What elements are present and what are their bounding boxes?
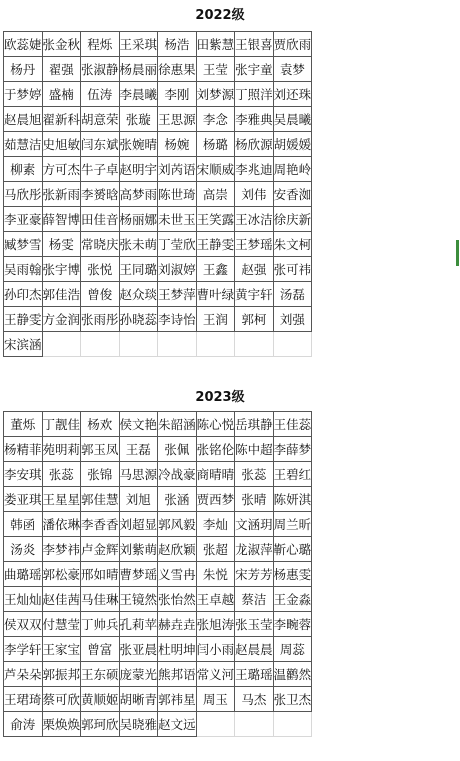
name-cell[interactable]: [42, 332, 81, 357]
name-cell[interactable]: 胡晰青: [119, 687, 158, 712]
name-cell[interactable]: 王磊: [119, 437, 158, 462]
name-cell[interactable]: 张婉晴: [119, 132, 158, 157]
name-cell[interactable]: 朱文柯: [273, 232, 312, 257]
name-cell[interactable]: [235, 332, 274, 357]
name-cell[interactable]: 郭祎星: [158, 687, 197, 712]
name-cell[interactable]: 杨精菲: [4, 437, 43, 462]
name-cell[interactable]: 苑明莉: [42, 437, 81, 462]
name-cell[interactable]: 杨璐: [196, 132, 235, 157]
name-cell[interactable]: 王采琪: [119, 32, 158, 57]
name-cell[interactable]: 黄宇轩: [235, 282, 274, 307]
table-row: [4, 712, 312, 737]
table-row: [4, 257, 312, 282]
name-cell[interactable]: 黄顺姬: [81, 687, 120, 712]
name-cell[interactable]: 郭玉凤: [81, 437, 120, 462]
name-cell[interactable]: 张雨彤: [81, 307, 120, 332]
name-cell[interactable]: 李梦祎: [42, 537, 81, 562]
name-cell[interactable]: 张锦: [81, 462, 120, 487]
name-cell[interactable]: [81, 332, 120, 357]
name-cell[interactable]: 杨丽娜: [119, 207, 158, 232]
name-cell[interactable]: 刘旭: [119, 487, 158, 512]
name-cell[interactable]: 赵众琰: [119, 282, 158, 307]
table-row: [4, 107, 312, 132]
name-cell[interactable]: 王卓越: [196, 587, 235, 612]
name-cell[interactable]: 贾欣雨: [273, 32, 312, 57]
table-row: [4, 332, 312, 357]
name-cell[interactable]: 张宇童: [235, 57, 274, 82]
name-cell[interactable]: 庞蒙光: [119, 662, 158, 687]
name-cell[interactable]: 张旭涛: [196, 612, 235, 637]
name-cell[interactable]: 孙印杰: [4, 282, 43, 307]
name-cell[interactable]: 丁靓佳: [42, 412, 81, 437]
name-cell[interactable]: 栗焕焕: [42, 712, 81, 737]
table-row: [4, 132, 312, 157]
name-cell[interactable]: 张新雨: [42, 182, 81, 207]
name-cell[interactable]: 王星星: [42, 487, 81, 512]
name-cell[interactable]: 杨晨丽: [119, 57, 158, 82]
name-cell[interactable]: 赵强: [235, 257, 274, 282]
name-cell[interactable]: 李诗怡: [158, 307, 197, 332]
table-row: [4, 232, 312, 257]
name-cell[interactable]: 丁莹欣: [158, 232, 197, 257]
name-cell[interactable]: 靳心璐: [273, 537, 312, 562]
table-row: [4, 687, 312, 712]
name-cell[interactable]: 马杰: [235, 687, 274, 712]
name-cell[interactable]: 文涵玥: [235, 512, 274, 537]
name-cell[interactable]: 张铭伦: [196, 437, 235, 462]
name-cell[interactable]: 王东硕: [81, 662, 120, 687]
name-cell[interactable]: 张涵: [158, 487, 197, 512]
name-cell[interactable]: 王润: [196, 307, 235, 332]
name-cell[interactable]: 薛智博: [42, 207, 81, 232]
name-cell[interactable]: 吴晨曦: [273, 107, 312, 132]
table-row: [4, 57, 312, 82]
name-cell[interactable]: 常晓庆: [81, 232, 120, 257]
name-cell[interactable]: [273, 332, 312, 357]
name-cell[interactable]: 刘还珠: [273, 82, 312, 107]
name-cell[interactable]: 宋顺威: [196, 157, 235, 182]
name-cell[interactable]: 杨欢: [81, 412, 120, 437]
name-cell[interactable]: 王灿灿: [4, 587, 43, 612]
name-cell[interactable]: 伍涛: [81, 82, 120, 107]
name-cell[interactable]: 曾富: [81, 637, 120, 662]
name-cell[interactable]: 赵明宇: [119, 157, 158, 182]
table-row: [4, 32, 312, 57]
name-cell[interactable]: 侯双双: [4, 612, 43, 637]
name-cell[interactable]: 李刚: [158, 82, 197, 107]
name-cell[interactable]: 韩函: [4, 512, 43, 537]
name-cell[interactable]: 李赟晗: [81, 182, 120, 207]
name-cell[interactable]: 翟强: [42, 57, 81, 82]
name-cell[interactable]: 杨浩: [158, 32, 197, 57]
table-row: [4, 307, 312, 332]
name-cell[interactable]: 周玉: [196, 687, 235, 712]
table-row: [4, 207, 312, 232]
table-row: [4, 537, 312, 562]
name-cell[interactable]: 胡媛媛: [273, 132, 312, 157]
name-cell[interactable]: 周蕊: [273, 637, 312, 662]
name-cell[interactable]: 常义河: [196, 662, 235, 687]
name-cell[interactable]: 杨欣源: [235, 132, 274, 157]
table-row: [4, 282, 312, 307]
name-cell[interactable]: 王佳蕊: [273, 412, 312, 437]
name-cell[interactable]: 商晴晴: [196, 462, 235, 487]
name-cell[interactable]: 田紫慧: [196, 32, 235, 57]
name-cell[interactable]: 熊邦语: [158, 662, 197, 687]
name-cell[interactable]: 丁帅兵: [81, 612, 120, 637]
table-row: [4, 512, 312, 537]
name-cell[interactable]: 高崇: [196, 182, 235, 207]
name-cell[interactable]: 李畹蓉: [273, 612, 312, 637]
name-cell[interactable]: 李亚豪: [4, 207, 43, 232]
name-cell[interactable]: 王金淼: [273, 587, 312, 612]
name-cell[interactable]: 马欣彤: [4, 182, 43, 207]
name-cell[interactable]: 王珺琦: [4, 687, 43, 712]
name-cell[interactable]: 李灿: [196, 512, 235, 537]
name-cell[interactable]: 杜明坤: [158, 637, 197, 662]
name-cell[interactable]: 朱悦: [196, 562, 235, 587]
table-row: [4, 562, 312, 587]
name-cell[interactable]: 娄亚琪: [4, 487, 43, 512]
row-selection-marker: [456, 240, 459, 266]
name-cell[interactable]: 杨婉: [158, 132, 197, 157]
name-cell[interactable]: 王碧红: [273, 462, 312, 487]
name-cell[interactable]: 赵晨旭: [4, 107, 43, 132]
name-cell[interactable]: 曾俊: [81, 282, 120, 307]
section-title: 2022级: [195, 8, 245, 23]
name-cell[interactable]: 张晴: [235, 487, 274, 512]
name-cell[interactable]: 李兆迪: [235, 157, 274, 182]
name-cell[interactable]: 陈心悦: [196, 412, 235, 437]
name-cell[interactable]: 于梦婷: [4, 82, 43, 107]
name-cell[interactable]: 张超: [196, 537, 235, 562]
name-cell[interactable]: 俞涛: [4, 712, 43, 737]
name-cell[interactable]: 王梦萍: [158, 282, 197, 307]
name-cell[interactable]: 张亚晨: [119, 637, 158, 662]
name-table: [3, 411, 312, 737]
name-cell[interactable]: 李学轩: [4, 637, 43, 662]
name-cell[interactable]: 王梦瑶: [235, 232, 274, 257]
name-cell[interactable]: 宋滨涵: [4, 332, 43, 357]
name-cell[interactable]: 温鹳然: [273, 662, 312, 687]
name-cell[interactable]: 郭佳慧: [81, 487, 120, 512]
table-row: [4, 182, 312, 207]
name-cell[interactable]: 李念: [196, 107, 235, 132]
name-cell[interactable]: 赵晨晨: [235, 637, 274, 662]
name-cell[interactable]: 陈中超: [235, 437, 274, 462]
name-cell[interactable]: [196, 332, 235, 357]
name-cell[interactable]: 王思源: [158, 107, 197, 132]
name-cell[interactable]: 吴晓雅: [119, 712, 158, 737]
name-cell[interactable]: 张宇博: [42, 257, 81, 282]
name-cell[interactable]: 史旭敏: [42, 132, 81, 157]
name-cell[interactable]: [273, 712, 312, 737]
name-cell[interactable]: 方可杰: [42, 157, 81, 182]
table-row: [4, 412, 312, 437]
name-cell[interactable]: [119, 332, 158, 357]
name-cell[interactable]: 宋芳芳: [235, 562, 274, 587]
name-cell[interactable]: 丁照洋: [235, 82, 274, 107]
name-cell[interactable]: 陈世琦: [158, 182, 197, 207]
name-cell[interactable]: 郭佳浩: [42, 282, 81, 307]
name-cell[interactable]: 徐庆新: [273, 207, 312, 232]
name-cell[interactable]: 张未萌: [119, 232, 158, 257]
name-cell[interactable]: 李薛梦: [273, 437, 312, 462]
name-cell[interactable]: 李安琪: [4, 462, 43, 487]
name-cell[interactable]: 赵佳茜: [42, 587, 81, 612]
name-cell[interactable]: 方金润: [42, 307, 81, 332]
name-cell[interactable]: 卢金辉: [81, 537, 120, 562]
name-cell[interactable]: 曹叶绿: [196, 282, 235, 307]
name-cell[interactable]: 柳素: [4, 157, 43, 182]
name-cell[interactable]: 王静雯: [196, 232, 235, 257]
name-cell[interactable]: 张金秋: [42, 32, 81, 57]
name-cell[interactable]: 赫垚垚: [158, 612, 197, 637]
name-cell[interactable]: 郭松豪: [42, 562, 81, 587]
table-row: [4, 157, 312, 182]
name-cell[interactable]: 张佩: [158, 437, 197, 462]
name-cell[interactable]: 程烁: [81, 32, 120, 57]
name-cell[interactable]: 张怡然: [158, 587, 197, 612]
name-cell[interactable]: 臧梦雪: [4, 232, 43, 257]
name-cell[interactable]: 欧蕊婕: [4, 32, 43, 57]
name-table: [3, 31, 312, 357]
name-cell[interactable]: 未世玉: [158, 207, 197, 232]
name-cell[interactable]: 刘芮语: [158, 157, 197, 182]
table-row: [4, 662, 312, 687]
name-cell[interactable]: 袁梦: [273, 57, 312, 82]
name-cell[interactable]: 高梦雨: [119, 182, 158, 207]
name-cell[interactable]: 孙晓蕊: [119, 307, 158, 332]
name-cell[interactable]: 闫小雨: [196, 637, 235, 662]
name-cell[interactable]: 王银喜: [235, 32, 274, 57]
name-cell[interactable]: 茹慧洁: [4, 132, 43, 157]
name-cell[interactable]: 杨丹: [4, 57, 43, 82]
name-cell[interactable]: 曲璐瑶: [4, 562, 43, 587]
name-cell[interactable]: 龙淑萍: [235, 537, 274, 562]
name-cell[interactable]: 郭风毅: [158, 512, 197, 537]
name-cell[interactable]: 李香香: [81, 512, 120, 537]
name-cell[interactable]: 刘紫萌: [119, 537, 158, 562]
name-cell[interactable]: 张璇: [119, 107, 158, 132]
name-cell[interactable]: 牛子卓: [81, 157, 120, 182]
name-cell[interactable]: 蔡洁: [235, 587, 274, 612]
name-cell[interactable]: 王鑫: [196, 257, 235, 282]
name-cell[interactable]: 义雪冉: [158, 562, 197, 587]
name-cell[interactable]: 张蕊: [235, 462, 274, 487]
name-cell[interactable]: 王静雯: [4, 307, 43, 332]
table-row: [4, 437, 312, 462]
name-cell[interactable]: 赵文远: [158, 712, 197, 737]
name-cell[interactable]: 吴雨翰: [4, 257, 43, 282]
name-cell[interactable]: [235, 712, 274, 737]
name-cell[interactable]: 盛楠: [42, 82, 81, 107]
name-cell[interactable]: 闫东斌: [81, 132, 120, 157]
name-cell[interactable]: 周兰昕: [273, 512, 312, 537]
name-cell[interactable]: 曹梦瑶: [119, 562, 158, 587]
name-cell[interactable]: 田佳音: [81, 207, 120, 232]
name-cell[interactable]: 董烁: [4, 412, 43, 437]
name-cell[interactable]: 张悦: [81, 257, 120, 282]
name-cell[interactable]: 马佳琳: [81, 587, 120, 612]
name-cell[interactable]: 周艳岭: [273, 157, 312, 182]
name-cell[interactable]: 徐惠果: [158, 57, 197, 82]
section-title: 2023级: [195, 390, 245, 405]
name-cell[interactable]: 李晨曦: [119, 82, 158, 107]
name-cell[interactable]: 王同璐: [119, 257, 158, 282]
name-cell[interactable]: 王冰洁: [235, 207, 274, 232]
name-cell[interactable]: 王镜然: [119, 587, 158, 612]
name-cell[interactable]: 郭珂欣: [81, 712, 120, 737]
name-cell[interactable]: 孔莉苹: [119, 612, 158, 637]
name-cell[interactable]: 刘伟: [235, 182, 274, 207]
table-row: [4, 462, 312, 487]
table-row: [4, 637, 312, 662]
table-row: [4, 487, 312, 512]
name-cell[interactable]: [196, 712, 235, 737]
name-cell[interactable]: 王笑露: [196, 207, 235, 232]
name-cell[interactable]: 张蕊: [42, 462, 81, 487]
name-cell[interactable]: 李雅典: [235, 107, 274, 132]
name-cell[interactable]: 蔡可欣: [42, 687, 81, 712]
name-cell[interactable]: 汤磊: [273, 282, 312, 307]
name-cell[interactable]: 王家宝: [42, 637, 81, 662]
name-cell[interactable]: 张卫杰: [273, 687, 312, 712]
name-cell[interactable]: 王莹: [196, 57, 235, 82]
name-cell[interactable]: 杨惠雯: [273, 562, 312, 587]
table-row: [4, 612, 312, 637]
name-cell[interactable]: 胡意荣: [81, 107, 120, 132]
name-cell[interactable]: 张淑静: [81, 57, 120, 82]
name-cell[interactable]: 赵欣颖: [158, 537, 197, 562]
name-cell[interactable]: 岳琪静: [235, 412, 274, 437]
name-cell[interactable]: 张玉莹: [235, 612, 274, 637]
table-row: [4, 82, 312, 107]
name-cell[interactable]: 芦朵朵: [4, 662, 43, 687]
name-cell[interactable]: 杨雯: [42, 232, 81, 257]
name-cell[interactable]: 贾西梦: [196, 487, 235, 512]
name-cell[interactable]: 翟新科: [42, 107, 81, 132]
name-cell[interactable]: 汤炎: [4, 537, 43, 562]
name-cell[interactable]: 郭柯: [235, 307, 274, 332]
name-cell[interactable]: 刘强: [273, 307, 312, 332]
name-cell[interactable]: 付慧莹: [42, 612, 81, 637]
name-cell[interactable]: 刘淑婷: [158, 257, 197, 282]
name-cell[interactable]: 刘超显: [119, 512, 158, 537]
name-cell[interactable]: 侯文艳: [119, 412, 158, 437]
name-cell[interactable]: 朱韶涵: [158, 412, 197, 437]
name-cell[interactable]: 陈妍淇: [273, 487, 312, 512]
name-cell[interactable]: 郭振邦: [42, 662, 81, 687]
table-row: [4, 587, 312, 612]
name-cell[interactable]: 邢如晴: [81, 562, 120, 587]
name-cell[interactable]: 潘依琳: [42, 512, 81, 537]
name-cell[interactable]: 张可祎: [273, 257, 312, 282]
name-cell[interactable]: 刘梦源: [196, 82, 235, 107]
name-cell[interactable]: 王璐瑶: [235, 662, 274, 687]
name-cell[interactable]: 马思源: [119, 462, 158, 487]
name-cell[interactable]: 冷战豪: [158, 462, 197, 487]
name-cell[interactable]: [158, 332, 197, 357]
name-cell[interactable]: 安香洳: [273, 182, 312, 207]
